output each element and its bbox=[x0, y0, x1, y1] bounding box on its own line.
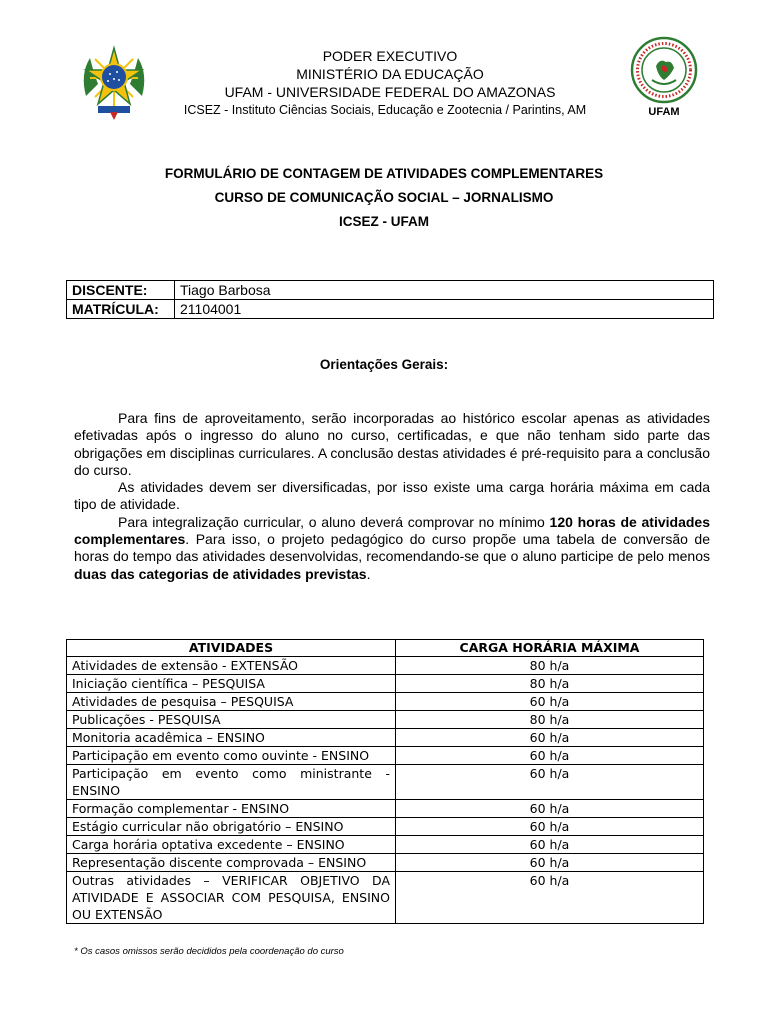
paragraph-3 bbox=[74, 514, 710, 583]
header-carga-horaria: CARGA HORÁRIA MÁXIMA bbox=[396, 640, 704, 657]
header-atividades: ATIVIDADES bbox=[67, 640, 396, 657]
paragraph-3-part-c: . bbox=[366, 565, 371, 582]
paragraph-3-bold-2: duas das categorias de atividades previstas bbox=[74, 565, 367, 582]
table-row bbox=[67, 800, 704, 818]
matricula-label: MATRÍCULA: bbox=[67, 300, 175, 319]
matricula-row bbox=[67, 300, 714, 319]
hours-cell: 60 h/a bbox=[396, 818, 704, 836]
activity-cell: Estágio curricular não obrigatório – ENSINO bbox=[67, 818, 396, 836]
header-line-3: UFAM - UNIVERSIDADE FEDERAL DO AMAZONAS bbox=[224, 84, 556, 100]
activity-cell: Iniciação científica – PESQUISA bbox=[67, 675, 396, 693]
paragraph-2: As atividades devem ser diversificadas, por isso existe uma carga horária máxima em cada tipo de atividade. bbox=[74, 479, 710, 513]
hours-cell: 60 h/a bbox=[396, 800, 704, 818]
discente-label: DISCENTE: bbox=[67, 281, 175, 300]
activity-cell: Representação discente comprovada – ENSINO bbox=[67, 854, 396, 872]
activity-cell: Participação em evento como ministrante - ENSINO bbox=[67, 765, 396, 800]
activity-cell: Monitoria acadêmica – ENSINO bbox=[67, 729, 396, 747]
form-title-line-3: ICSEZ - UFAM bbox=[339, 214, 429, 229]
activity-cell: Atividades de pesquisa – PESQUISA bbox=[67, 693, 396, 711]
orientacoes-text bbox=[74, 410, 710, 583]
ufam-logo bbox=[624, 36, 704, 122]
discente-value: Tiago Barbosa bbox=[175, 281, 714, 300]
header-line-2: MINISTÉRIO DA EDUCAÇÃO bbox=[296, 66, 484, 82]
hours-cell: 80 h/a bbox=[396, 711, 704, 729]
table-row bbox=[67, 657, 704, 675]
hours-cell: 60 h/a bbox=[396, 693, 704, 711]
activity-cell: Atividades de extensão - EXTENSÃO bbox=[67, 657, 396, 675]
student-info-table bbox=[66, 280, 714, 319]
table-row bbox=[67, 872, 704, 924]
activity-cell: Publicações - PESQUISA bbox=[67, 711, 396, 729]
table-row bbox=[67, 836, 704, 854]
paragraph-1: Para fins de aproveitamento, serão incorporadas ao histórico escolar apenas as atividades efetivadas após o ingresso do aluno no curso, certificadas, e que não tenham sido parte das obrigações em disciplinas curriculares. A conclusão destas atividades é pré-requisito para a conclusão do curso. bbox=[74, 410, 710, 478]
activities-header-row bbox=[67, 640, 704, 657]
paragraph-3-part-b: . Para isso, o projeto pedagógico do curso propõe uma tabela de conversão de horas do tempo das atividades desenvolvidas, recomendando-se que o aluno participe de pelo menos bbox=[74, 531, 710, 565]
table-row bbox=[67, 765, 704, 800]
form-title-line-1: FORMULÁRIO DE CONTAGEM DE ATIVIDADES COMPLEMENTARES bbox=[164, 166, 604, 181]
orientacoes-heading: Orientações Gerais: bbox=[319, 357, 449, 372]
hours-cell: 60 h/a bbox=[396, 729, 704, 747]
hours-cell: 60 h/a bbox=[396, 836, 704, 854]
table-row bbox=[67, 818, 704, 836]
table-row bbox=[67, 711, 704, 729]
paragraph-3-part-a: Para integralização curricular, o aluno deverá comprovar no mínimo bbox=[118, 513, 550, 530]
activity-cell: Carga horária optativa excedente – ENSINO bbox=[67, 836, 396, 854]
activity-cell: Outras atividades – VERIFICAR OBJETIVO DA ATIVIDADE E ASSOCIAR COM PESQUISA, ENSINO OU EXTENSÃO bbox=[67, 872, 396, 924]
table-row bbox=[67, 675, 704, 693]
brazil-coat-of-arms-icon bbox=[80, 44, 148, 122]
footnote: * Os casos omissos serão decididos pela coordenação do curso bbox=[74, 946, 344, 957]
form-title-line-2: CURSO DE COMUNICAÇÃO SOCIAL – JORNALISMO bbox=[214, 190, 554, 205]
header-line-1: PODER EXECUTIVO bbox=[322, 48, 458, 64]
discente-row bbox=[67, 281, 714, 300]
hours-cell: 60 h/a bbox=[396, 854, 704, 872]
document-header bbox=[0, 0, 768, 130]
paragraph-3-bold-1: 120 horas de atividades complementares bbox=[74, 513, 710, 548]
table-row bbox=[67, 854, 704, 872]
activity-cell: Formação complementar - ENSINO bbox=[67, 800, 396, 818]
ufam-seal-icon bbox=[630, 36, 698, 104]
ufam-logo-text: UFAM bbox=[648, 106, 680, 118]
activities-table bbox=[66, 639, 704, 924]
hours-cell: 80 h/a bbox=[396, 675, 704, 693]
hours-cell: 60 h/a bbox=[396, 765, 704, 800]
hours-cell: 60 h/a bbox=[396, 747, 704, 765]
hours-cell: 60 h/a bbox=[396, 872, 704, 924]
matricula-value: 21104001 bbox=[175, 300, 714, 319]
table-row bbox=[67, 693, 704, 711]
table-row bbox=[67, 747, 704, 765]
activity-cell: Participação em evento como ouvinte - ENSINO bbox=[67, 747, 396, 765]
table-row bbox=[67, 729, 704, 747]
hours-cell: 80 h/a bbox=[396, 657, 704, 675]
header-line-4: ICSEZ - Instituto Ciências Sociais, Educação e Zootecnia / Parintins, AM bbox=[183, 103, 587, 117]
